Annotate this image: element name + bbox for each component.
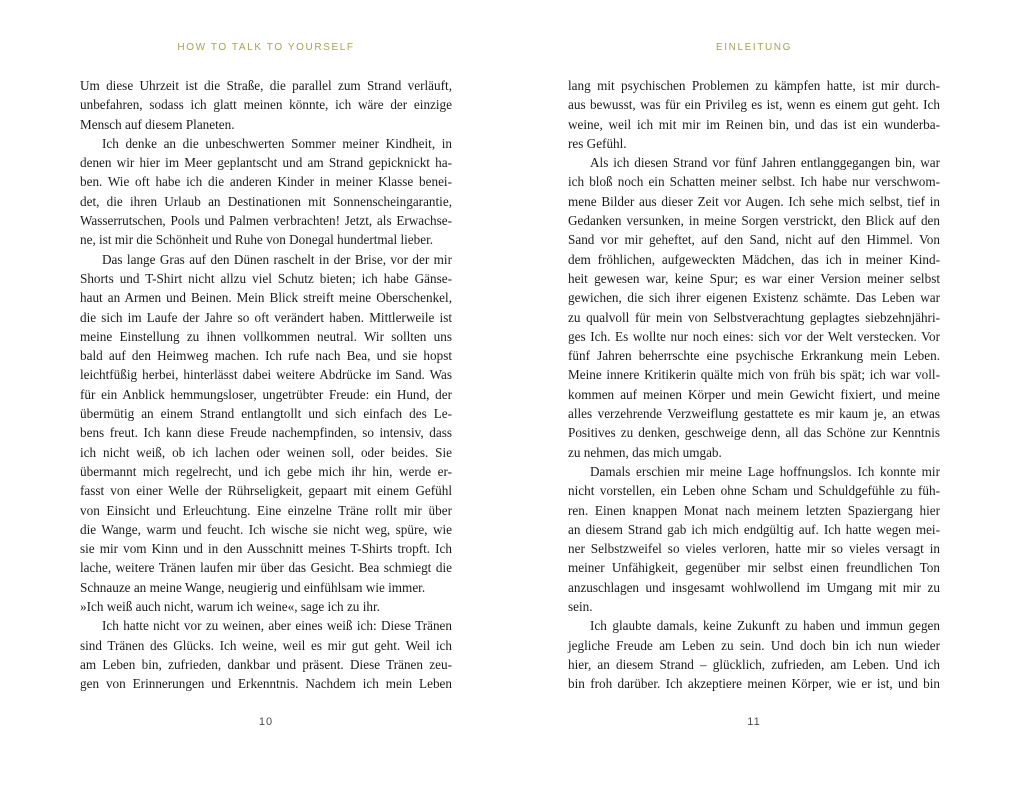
left-page-text xyxy=(80,76,452,694)
text-line: ich bloß noch ein Schatten meiner selbst. Ich habe nur verschwom- xyxy=(568,174,940,190)
text-line: lang mit psychischen Problemen zu kämpfen hatte, ist mir durch- xyxy=(568,78,940,93)
text-line: denen wir hier im Meer geplantscht und am Strand gepicknickt ha- xyxy=(80,155,452,171)
right-page-text xyxy=(568,76,940,694)
text-line: sein. xyxy=(568,599,593,615)
text-line: Um diese Uhrzeit ist die Straße, die parallel zum Strand verläuft, xyxy=(80,78,452,93)
text-line: Meine innere Kritikerin quälte mich von früh bis spät; ich war voll- xyxy=(568,367,940,383)
text-line: anzuschlagen und insgesamt wohlwollend im Umgang mit mir zu xyxy=(568,579,940,595)
text-line: fünf Jahren beherrschte eine psychische Erkrankung mein Leben. xyxy=(568,348,940,364)
running-header-book-title: HOW TO TALK TO YOURSELF xyxy=(177,42,355,53)
text-line: Shorts und T-Shirt nicht allzu viel Schutz bieten; ich habe Gänse- xyxy=(80,270,452,286)
text-line: haut an Armen und Beinen. Mein Blick streift meine Oberschenkel, xyxy=(80,290,452,306)
text-line: an diesem Strand gab ich mich endgültig auf. Ich hatte wegen mei- xyxy=(568,521,940,537)
text-line: von Einsicht und Erleuchtung. Eine einzelne Träne rollt mir über xyxy=(80,502,452,518)
text-line: meiner Unfähigkeit, gegenüber mir selbst einen freundlichen Ton xyxy=(568,560,940,576)
text-line: Ich glaubte damals, keine Zukunft zu haben und immun gegen xyxy=(590,618,940,634)
text-line: alles verzehrende Verzweiflung gestattete es mir kaum je, an etwas xyxy=(568,406,940,422)
text-line: ner Selbstzweifel so vieles verloren, hatte mir so vieles versagt in xyxy=(568,541,940,557)
text-line: heit gewesen war, keine Spur; es war einer Version meiner selbst xyxy=(568,270,940,286)
text-line: dem fröhlichen, aufgeweckten Mädchen, das ich in meiner Kind- xyxy=(568,251,940,267)
paragraph xyxy=(568,153,940,462)
text-line: ren. Einen knappen Monat nach meinem letzten Spaziergang hier xyxy=(568,502,940,518)
text-line: weine, weil ich mit mir im Reinen bin, und das ist ein wunderba- xyxy=(568,116,940,132)
text-line: unbefahren, sodass ich glatt meinen könnte, ich wäre der einzige xyxy=(80,97,452,113)
running-header-chapter-title: EINLEITUNG xyxy=(715,42,792,53)
text-line: hier, an diesem Strand – glücklich, zufrieden, am Leben. Und ich xyxy=(568,656,940,672)
text-line: gewichen, die sich ihrer eigenen Existenz schämte. Das Leben war xyxy=(568,290,940,306)
text-line: Das lange Gras auf den Dünen raschelt in der Brise, vor der mir xyxy=(102,251,452,267)
text-line: Schnauze an meine Wange, neugierig und einfühlsam wie immer. xyxy=(80,579,426,595)
text-line: ges Ich. Es wollte nur noch eines: sich vor der Welt verstecken. Vor xyxy=(568,328,940,344)
text-line: Ich denke an die unbeschwerten Sommer meiner Kindheit, in xyxy=(102,135,452,151)
text-line: leichtfüßig herbei, hinterlässt dabei weitere Abdrücke im Sand. Was xyxy=(80,367,452,383)
text-line: det, die ihren Urlaub an Destinationen mit Sonnenscheingarantie, xyxy=(80,193,452,209)
text-line: bald auf den Heimweg machen. Ich rufe nach Bea, und sie hopst xyxy=(80,348,452,364)
paragraph xyxy=(568,616,940,693)
text-line: meine Einstellung zu ihnen vollkommen neutral. Wir sollten uns xyxy=(80,328,452,344)
text-line: ich nicht weiß, ob ich lachen oder weinen soll, oder beides. Sie xyxy=(80,444,452,460)
text-line: für ein Anblick hemmungsloser, ungetrübter Freude: ein Hund, der xyxy=(80,386,452,402)
page-number-right: 11 xyxy=(747,716,761,728)
text-line: ne, ist mir die Schönheit und Ruhe von Donegal hundertmal lieber. xyxy=(80,232,434,248)
text-line: gen von Erinnerungen und Erkenntnis. Nachdem ich mein Leben xyxy=(80,676,452,692)
text-line: ben. Wie oft habe ich die anderen Kinder in meiner Klasse benei- xyxy=(80,174,452,190)
text-line: bin froh darüber. Ich akzeptiere meinen Körper, wie er ist, und bin xyxy=(568,676,940,692)
text-line: Damals erschien mir meine Lage hoffnungslos. Ich konnte mir xyxy=(590,463,940,479)
paragraph xyxy=(80,616,452,693)
text-line: lache, weitere Tränen laufen mir über das Gesicht. Bea schmiegt die xyxy=(80,560,452,576)
page-number-left: 10 xyxy=(258,716,274,728)
paragraph xyxy=(80,134,452,250)
paragraph xyxy=(568,462,940,616)
text-line: fasst von einer Welle der Rührseligkeit, gepaart mit einem Gefühl xyxy=(80,483,452,499)
text-line: bens freut. Ich kann diese Freude nachempfinden, so intensiv, dass xyxy=(80,425,452,441)
text-line: Sand vor mir geheftet, auf den Sand, nicht auf den Himmel. Von xyxy=(568,232,940,248)
text-line: die Wange, warm und feucht. Ich wische sie nicht weg, spüre, wie xyxy=(80,521,452,537)
text-line: Mensch auf diesem Planeten. xyxy=(80,116,235,132)
paragraph xyxy=(80,250,452,597)
text-line: die sich im Laufe der Jahre so oft verändert haben. Mittlerweile ist xyxy=(80,309,452,325)
text-line: Als ich diesen Strand vor fünf Jahren entlanggegangen bin, war xyxy=(590,155,940,171)
text-line: Positives zu denken, geschweige denn, all das Schöne zur Kenntnis xyxy=(568,425,940,441)
text-line: aus bewusst, was für ein Privileg es ist, wenn es einem gut geht. Ich xyxy=(568,97,940,113)
text-line: sie mir vom Kinn und in den Ausschnitt meines T-Shirts tropft. Ich xyxy=(80,541,452,557)
paragraph xyxy=(80,597,452,616)
text-line: jegliche Freude am Leben zu sein. Und doch bin ich nun wieder xyxy=(568,637,940,653)
text-line: res Gefühl. xyxy=(568,135,627,151)
paragraph xyxy=(568,76,940,153)
text-line: Wasserrutschen, Pools und Palmen verbrachten! Jetzt, als Erwachse- xyxy=(80,213,452,229)
text-line: kommen auf meinen Körper und mein Gewicht fixiert, und meine xyxy=(568,386,940,402)
text-line: übermütig an einem Strand entlangtollt und sich einfach des Le- xyxy=(80,406,452,422)
text-line: »Ich weiß auch nicht, warum ich weine«, sage ich zu ihr. xyxy=(80,599,380,615)
text-line: übermannt mich regelrecht, und ich gebe mich ihr hin, werde er- xyxy=(80,463,452,479)
text-line: zu nehmen, das mich umgab. xyxy=(568,444,722,460)
text-line: sind Tränen des Glücks. Ich weine, weil es mir gut geht. Weil ich xyxy=(80,637,452,653)
text-line: mene Bilder aus dieser Zeit vor Augen. Ich sehe mich selbst, tief in xyxy=(568,193,940,209)
text-line: Ich hatte nicht vor zu weinen, aber eines weiß ich: Diese Tränen xyxy=(102,618,452,634)
text-line: Gedanken versunken, in meine Sorgen verstrickt, den Blick auf den xyxy=(568,213,940,229)
text-line: zu qualvoll für mein von Selbstverachtung geplagtes siebzehnjähri- xyxy=(568,309,940,325)
paragraph xyxy=(80,76,452,134)
page-right xyxy=(510,0,1020,788)
text-line: am Leben bin, zufrieden, dankbar und präsent. Diese Tränen zeu- xyxy=(80,656,452,672)
text-line: nicht vorstellen, ein Leben ohne Scham und Schuldgefühle zu füh- xyxy=(568,483,940,499)
